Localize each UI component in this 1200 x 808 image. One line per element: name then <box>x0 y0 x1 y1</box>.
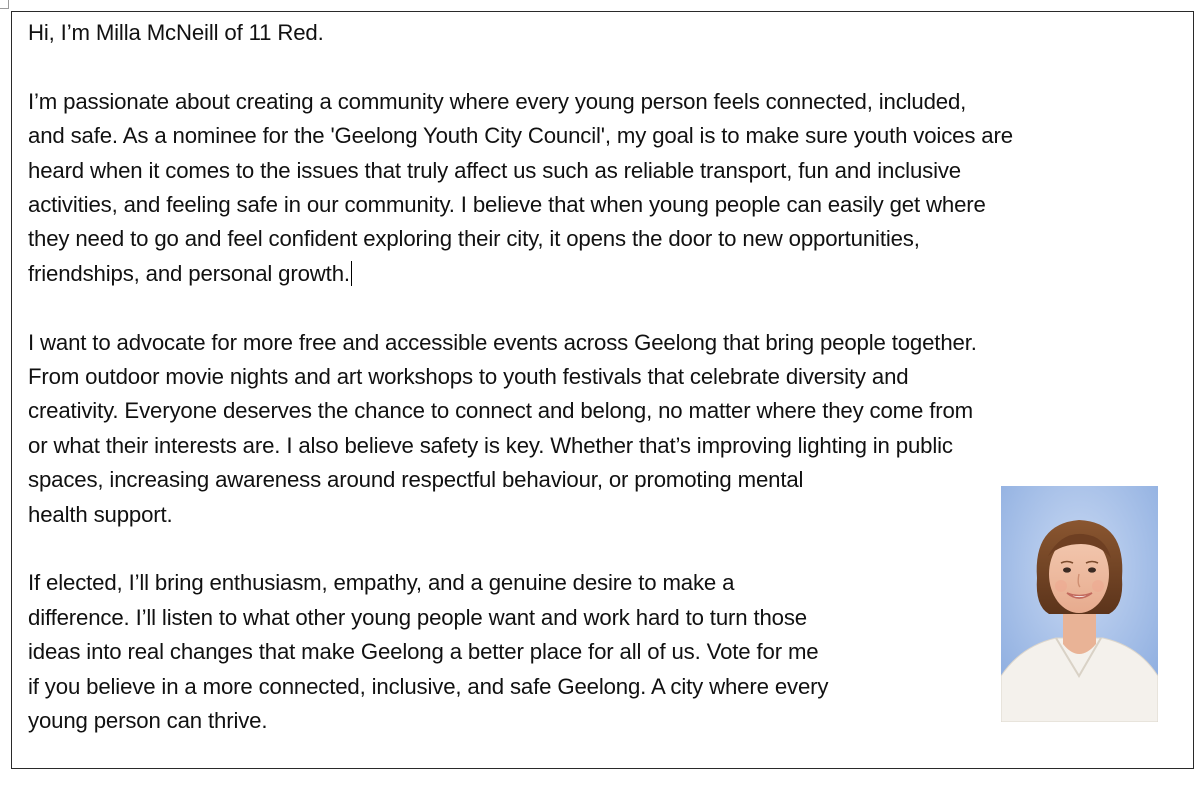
paragraph-line: health support. <box>28 501 173 527</box>
paragraph-line: If elected, I’ll bring enthusiasm, empathy, and a genuine desire to make a <box>28 570 735 596</box>
portrait-illustration <box>1001 486 1158 722</box>
paragraph-line: activities, and feeling safe in our community. I believe that when young people can easily get where <box>28 192 986 218</box>
paragraph-line: I’m passionate about creating a community where every young person feels connected, included, <box>28 88 967 114</box>
paragraph-line: heard when it comes to the issues that truly affect us such as reliable transport, fun and inclusive <box>28 157 961 183</box>
paragraph-line: if you believe in a more connected, inclusive, and safe Geelong. A city where every <box>28 673 829 699</box>
eye-left <box>1063 567 1071 572</box>
paragraph-line-last <box>28 257 1190 291</box>
paragraph-line: creativity. Everyone deserves the chance to connect and belong, no matter where they come from <box>28 398 973 424</box>
paragraph-line: From outdoor movie nights and art workshops to youth festivals that celebrate diversity and <box>28 364 909 390</box>
greeting-paragraph[interactable] <box>28 16 1190 50</box>
paragraph-line: they need to go and feel confident exploring their city, it opens the door to new opportunities, <box>28 226 920 252</box>
greeting-line: Hi, I’m Milla McNeill of 11 Red. <box>28 20 324 45</box>
cheek-right <box>1092 580 1104 592</box>
text-cursor <box>351 261 353 286</box>
portrait-photo[interactable] <box>1001 486 1158 722</box>
paragraph-line: difference. I’ll listen to what other young people want and work hard to turn those <box>28 604 807 630</box>
paragraph-line: or what their interests are. I also believe safety is key. Whether that’s improving lighting in public <box>28 432 953 458</box>
paragraph-line: young person can thrive. <box>28 708 268 734</box>
paragraph-line-text: friendships, and personal growth. <box>28 260 350 286</box>
paragraph-line: and safe. As a nominee for the 'Geelong Youth City Council', my goal is to make sure youth voices are <box>28 123 1013 149</box>
paragraph-line: spaces, increasing awareness around respectful behaviour, or promoting mental <box>28 467 804 493</box>
page-corner-marker <box>0 0 9 9</box>
paragraph-line: ideas into real changes that make Geelong a better place for all of us. Vote for me <box>28 639 819 665</box>
paragraph-passion[interactable] <box>28 85 1190 291</box>
cheek-left <box>1055 580 1067 592</box>
eye-right <box>1088 567 1096 572</box>
paragraph-line: I want to advocate for more free and accessible events across Geelong that bring people together. <box>28 329 977 355</box>
